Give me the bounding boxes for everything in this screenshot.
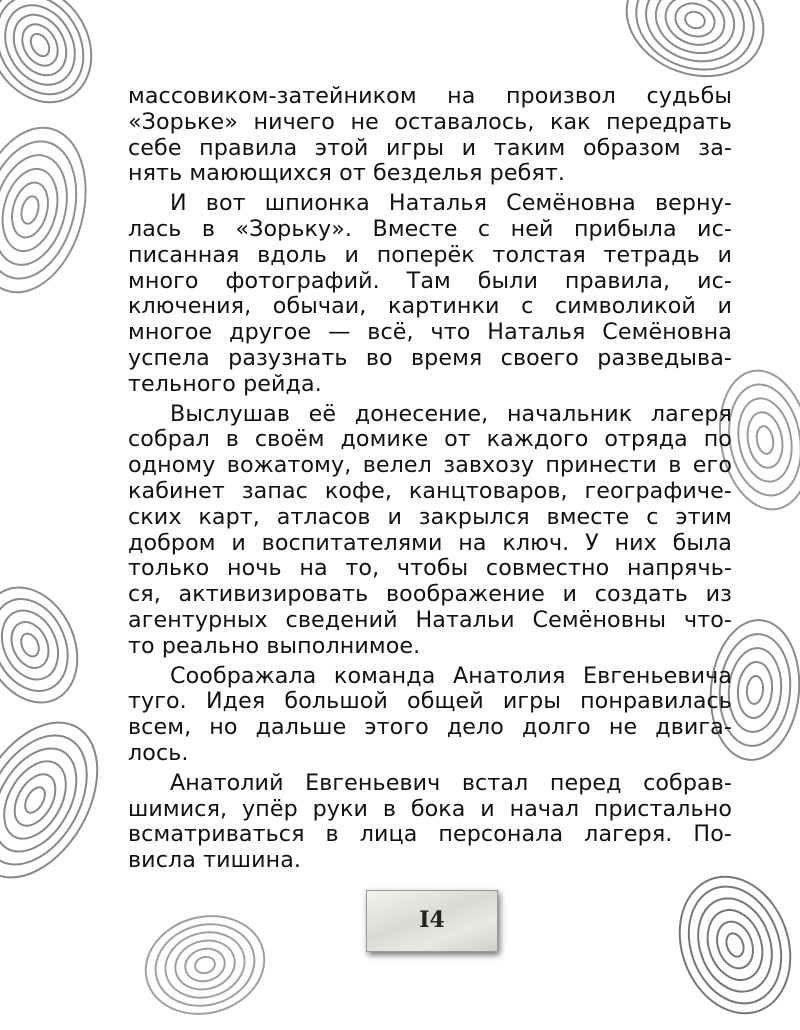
text-line: ся, активизировать воображение и создать из xyxy=(128,581,732,608)
text-line: тельного рейда. xyxy=(128,370,322,397)
text-line: ских карт, атласов и закрылся вместе с этим xyxy=(128,503,732,530)
page-text xyxy=(128,84,732,878)
text-line: висла тишина. xyxy=(128,847,302,874)
text-line: добром и воспитателями на ключ. У них была xyxy=(128,529,732,556)
fingerprint-decoration-bottom-right xyxy=(660,870,800,1020)
page-number-plate xyxy=(366,890,498,952)
text-line: шимися, упёр руки в бока и начал пристально xyxy=(128,795,732,822)
text-line: успела разузнать во время своего разведыва- xyxy=(128,344,732,371)
paragraph-5 xyxy=(128,771,732,874)
text-line: себе правила этой игры и таким образом за- xyxy=(128,134,732,161)
text-line: всем, но дальше этого дело долго не двига- xyxy=(128,714,732,741)
text-line: всматриваться в лица персонала лагеря. По- xyxy=(128,821,732,848)
text-line: Выслушав её донесение, начальник лагеря xyxy=(170,400,732,427)
fingerprint-decoration-top-left xyxy=(0,0,110,110)
text-line: лось. xyxy=(128,739,189,766)
page-number: I4 xyxy=(419,907,445,933)
fingerprint-decoration-top-right xyxy=(610,0,780,80)
text-line: писанная вдоль и поперёк толстая тетрадь и xyxy=(128,241,732,268)
text-line: Анатолий Евгеньевич встал перед собрав- xyxy=(170,769,732,796)
text-line: многое другое — всё, что Наталья Семёновна xyxy=(128,319,732,346)
text-line: «Зорьке» ничего не оставалось, как передрать xyxy=(128,108,732,135)
paragraph-1 xyxy=(128,84,732,187)
text-line: агентурных сведений Натальи Семёновны что- xyxy=(128,606,732,633)
fingerprint-decoration-left-middle xyxy=(0,570,100,720)
paragraph-4 xyxy=(128,664,732,767)
text-line: лась в «Зорьку». Вместе с ней прибыла ис- xyxy=(128,215,732,242)
text-line: туго. Идея большой общей игры понравилась xyxy=(128,688,732,715)
text-line: И вот шпионка Наталья Семёновна верну- xyxy=(170,190,732,217)
text-line: Соображала команда Анатолия Евгеньевича xyxy=(170,662,732,689)
text-line: много фотографий. Там были правила, ис- xyxy=(128,267,732,294)
fingerprint-decoration-left-upper xyxy=(0,110,100,310)
fingerprint-decoration-left-lower xyxy=(0,700,110,900)
text-line: нять маюющихся от безделья ребят. xyxy=(128,160,566,187)
text-line: массовиком-затейником на произвол судьбы xyxy=(128,83,732,109)
text-line: собрал в своём домике от каждого отряда по xyxy=(128,426,732,453)
text-line: то реально выполнимое. xyxy=(128,632,421,659)
text-line: кабинет запас кофе, канцтоваров, географиче- xyxy=(128,477,732,504)
paragraph-2 xyxy=(128,191,732,397)
paragraph-3 xyxy=(128,402,732,660)
text-line: только ночь на то, чтобы совместно напрячь- xyxy=(128,555,732,582)
text-line: одному вожатому, велел завхозу принести в его xyxy=(128,452,732,479)
text-line: ключения, обычаи, картинки с символикой и xyxy=(128,293,732,320)
fingerprint-decoration-bottom-left xyxy=(120,900,290,1030)
